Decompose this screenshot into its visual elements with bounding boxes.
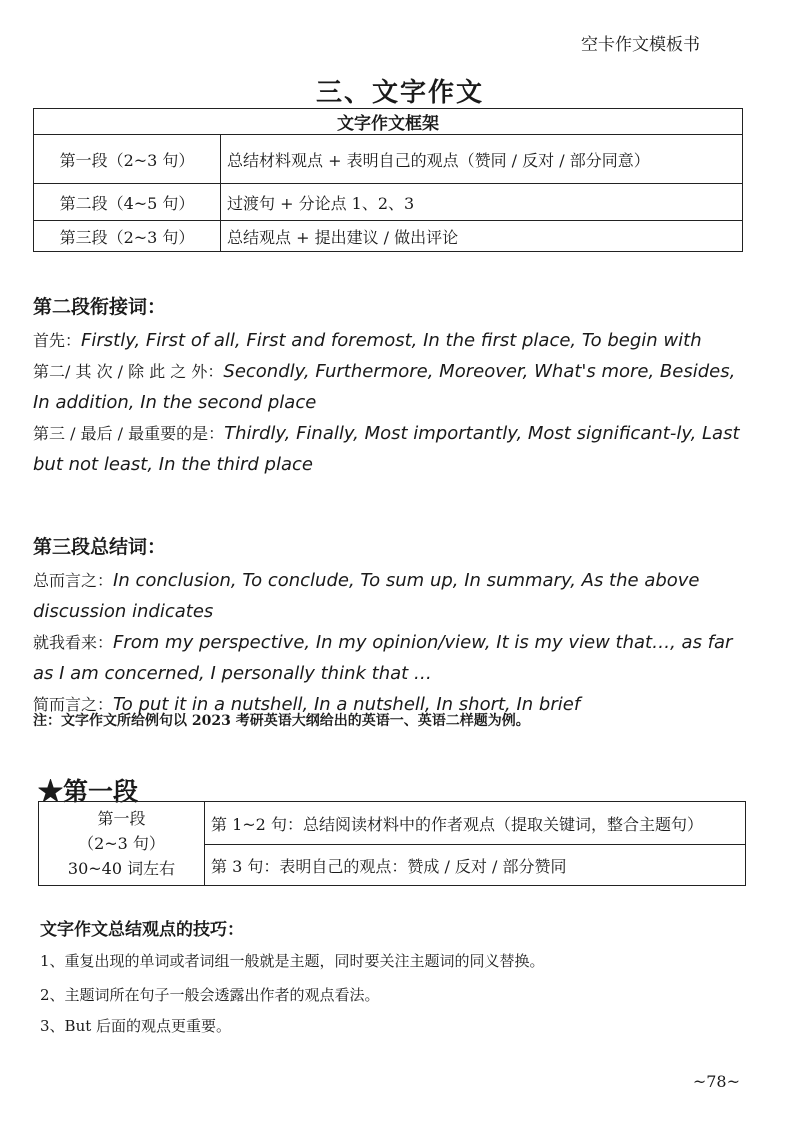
tip-item: 3、But 后面的观点更重要。 — [40, 1017, 232, 1035]
table-row — [34, 221, 743, 252]
content-cell: 总结材料观点 + 表明自己的观点（赞同 / 反对 / 部分同意） — [221, 135, 743, 184]
para3-summary-section — [33, 532, 753, 720]
section-title: 三、文字作文 — [315, 78, 484, 108]
sentence-guide-cell: 第 3 句：表明自己的观点：赞成 / 反对 / 部分赞同 — [205, 845, 746, 886]
first-paragraph-title: ★第一段 — [38, 777, 139, 806]
paragraph-label: 第一段 — [97, 809, 146, 828]
paragraph-cell: 第一段（2~3 句） — [34, 135, 221, 184]
connector-phrases: Secondly, Furthermore, Moreover, What's more, Besides, In addition, In the second place — [33, 361, 736, 413]
summary-label: 简而言之： — [33, 695, 114, 714]
table-row — [34, 135, 743, 184]
connector-item — [33, 325, 753, 356]
connector-label: 首先： — [33, 331, 82, 350]
paragraph-info-cell — [39, 802, 205, 886]
sentence-count: （2~3 句） — [78, 834, 165, 853]
summary-label: 就我看来： — [33, 633, 114, 652]
summary-phrases: To put it in a nutshell, In a nutshell, In short, In brief — [113, 694, 581, 715]
summary-phrases: In conclusion, To conclude, To sum up, In summary, As the above discussion indicates — [33, 570, 700, 622]
connector-phrases: Firstly, First of all, First and foremost, In the first place, To begin with — [81, 330, 702, 351]
page-number: ~78~ — [692, 1072, 740, 1091]
note-text: 注：文字作文所给例句以 2023 考研英语大纲给出的英语一、英语二样题为例。 — [33, 713, 530, 729]
summary-item — [33, 627, 753, 689]
para2-connectors-section — [33, 292, 753, 480]
table-row — [34, 184, 743, 221]
sentence-guide-cell: 第 1~2 句：总结阅读材料中的作者观点（提取关键词，整合主题句） — [205, 802, 746, 845]
connector-phrases: Thirdly, Finally, Most importantly, Most significant-ly, Last but not least, In the third place — [33, 423, 740, 475]
summary-item — [33, 565, 753, 627]
framework-table — [33, 108, 743, 252]
tip-item: 1、重复出现的单词或者词组一般就是主题，同时要关注主题词的同义替换。 — [40, 952, 545, 970]
framework-table-title: 文字作文框架 — [34, 109, 743, 135]
para2-connectors-heading: 第二段衔接词： — [33, 296, 167, 318]
book-title: 空卡作文模板书 — [581, 35, 700, 55]
connector-item — [33, 418, 753, 480]
tips-title: 文字作文总结观点的技巧： — [40, 920, 244, 940]
paragraph-cell: 第二段（4~5 句） — [34, 184, 221, 221]
para3-summary-heading: 第三段总结词： — [33, 536, 167, 558]
content-cell: 过渡句 + 分论点 1、2、3 — [221, 184, 743, 221]
connector-item — [33, 356, 753, 418]
first-paragraph-table — [38, 801, 746, 886]
summary-label: 总而言之： — [33, 571, 114, 590]
tip-item: 2、主题词所在句子一般会透露出作者的观点看法。 — [40, 986, 380, 1004]
content-cell: 总结观点 + 提出建议 / 做出评论 — [221, 221, 743, 252]
connector-label: 第三 / 最后 / 最重要的是： — [33, 424, 225, 443]
paragraph-cell: 第三段（2~3 句） — [34, 221, 221, 252]
connector-label: 第二/ 其 次 / 除 此 之 外： — [33, 362, 224, 381]
word-count: 30~40 词左右 — [67, 859, 176, 878]
table-row — [39, 802, 746, 845]
summary-phrases: From my perspective, In my opinion/view, It is my view that…, as far as I am concerned, I personally think that … — [33, 632, 733, 684]
